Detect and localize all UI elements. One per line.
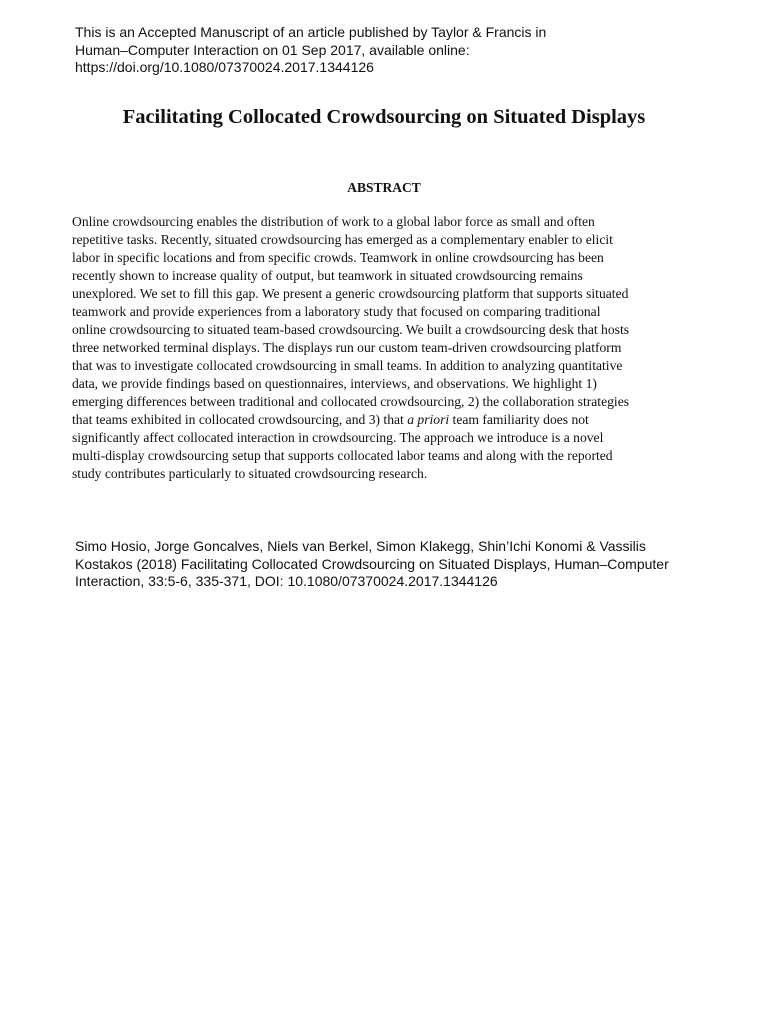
citation-line: Interaction, 33:5-6, 335-371, DOI: 10.1080/07370024.2017.1344126: [75, 573, 498, 589]
paper-title: Facilitating Collocated Crowdsourcing on Situated Displays: [122, 106, 646, 128]
abstract-line: data, we provide findings based on questionnaires, interviews, and observations. We highlight 1): [72, 376, 597, 391]
abstract-heading: ABSTRACT: [347, 180, 421, 195]
abstract-line: that was to investigate collocated crowdsourcing in small teams. In addition to analyzing quantitative: [72, 358, 623, 373]
abstract-line: study contributes particularly to situated crowdsourcing research.: [72, 466, 428, 481]
citation-line: Simo Hosio, Jorge Goncalves, Niels van Berkel, Simon Klakegg, Shin’Ichi Konomi & Vassilis: [75, 538, 646, 554]
notice-line: This is an Accepted Manuscript of an article published by Taylor & Francis in: [75, 24, 547, 40]
abstract-line-end: team familiarity does not: [449, 412, 589, 427]
abstract-line: recently shown to increase quality of output, but teamwork in situated crowdsourcing remains: [72, 268, 583, 283]
abstract-line: Online crowdsourcing enables the distribution of work to a global labor force as small and often: [72, 214, 595, 229]
abstract-line: teamwork and provide experiences from a laboratory study that focused on comparing traditional: [72, 304, 601, 319]
citation-block: [75, 538, 735, 591]
notice-line: Human–Computer Interaction on 01 Sep 2017, available online:: [75, 41, 470, 58]
abstract-line: emerging differences between traditional and collocated crowdsourcing, 2) the collaboration strategies: [72, 394, 630, 409]
abstract-line: unexplored. We set to fill this gap. We present a generic crowdsourcing platform that supports situated: [72, 286, 629, 301]
abstract-line: repetitive tasks. Recently, situated crowdsourcing has emerged as a complementary enabler to elicit: [72, 232, 613, 247]
abstract-line: [72, 411, 712, 429]
notice-doi-link[interactable]: https://doi.org/10.1080/07370024.2017.1344126: [75, 59, 374, 75]
abstract-line: online crowdsourcing to situated team-based crowdsourcing. We built a crowdsourcing desk that hosts: [72, 322, 630, 337]
abstract-line: multi-display crowdsourcing setup that supports collocated labor teams and along with the reported: [72, 448, 613, 463]
abstract-line: labor in specific locations and from specific crowds. Teamwork in online crowdsourcing has been: [72, 250, 604, 265]
abstract-body: [72, 213, 712, 483]
abstract-line: three networked terminal displays. The displays run our custom team-driven crowdsourcing platform: [72, 340, 622, 355]
abstract-line-start: that teams exhibited in collocated crowdsourcing, and 3) that: [72, 412, 408, 427]
italic-a-priori: a priori: [407, 412, 450, 427]
citation-line: Kostakos (2018) Facilitating Collocated Crowdsourcing on Situated Displays, Human–Computer: [75, 555, 669, 572]
accepted-manuscript-notice: [75, 24, 715, 77]
abstract-line: significantly affect collocated interaction in crowdsourcing. The approach we introduce is a novel: [72, 430, 604, 445]
